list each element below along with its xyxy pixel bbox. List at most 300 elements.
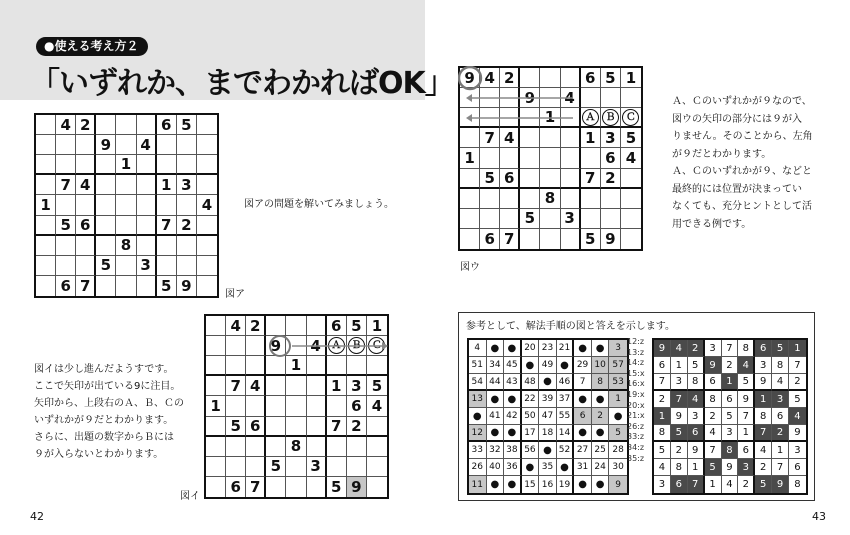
grid-a-cell-r2c2 <box>76 155 96 175</box>
grid-a-value-r3c1: 7 <box>60 175 71 194</box>
grid-i-cell-r5c4 <box>286 417 306 437</box>
answer-value-r1c8: 7 <box>794 359 801 371</box>
grid-a-value-r2c4: 1 <box>120 155 132 174</box>
answer-cell-r6c8 <box>789 442 806 459</box>
answer-value-r5c8: 9 <box>794 427 801 438</box>
steps-cell-r8c2 <box>504 476 522 493</box>
grid-a-cell-r6c1 <box>56 236 76 256</box>
steps-value-r4c3: 50 <box>524 411 536 421</box>
grid-u-cell-r4c6 <box>581 148 601 168</box>
grid-u-cell-r6c3 <box>520 189 540 209</box>
grid-u-value-r2c4: 1 <box>544 108 556 127</box>
grid-i-value-r7c3: 5 <box>270 457 282 476</box>
grid-u-cell-r1c1 <box>480 88 500 108</box>
answer-cell-r4c6 <box>755 408 772 425</box>
steps-cell-r1c7 <box>592 357 610 374</box>
answer-cell-r6c4 <box>722 442 739 459</box>
grid-a-value-r3c2: 4 <box>80 175 91 194</box>
grid-i-cell-r5c2 <box>246 417 266 437</box>
answer-cell-r5c6 <box>755 425 772 442</box>
grid-a-value-r0c7: 5 <box>181 115 192 134</box>
answer-cell-r5c3 <box>705 425 722 442</box>
grid-i-cell-r2c3 <box>266 356 286 376</box>
steps-value-r8c4: 16 <box>541 479 554 490</box>
intro-text: 図アの問題を解いてみましょう。 <box>244 199 394 210</box>
grid-u-cell-r2c6 <box>581 108 601 128</box>
page-number-right: 43 <box>812 510 826 523</box>
answer-cell-r0c5 <box>738 340 755 357</box>
grid-a-cell-r4c2 <box>76 195 96 215</box>
grid-i-cell-r5c5 <box>307 417 327 437</box>
answer-cell-r1c6 <box>755 357 772 374</box>
grid-a-cell-r7c6 <box>157 256 177 276</box>
grid-a-cell-r4c6 <box>157 195 177 215</box>
grid-a-cell-r8c1 <box>56 276 76 296</box>
answer-cell-r1c5 <box>738 357 755 374</box>
steps-value-r0c1: ● <box>490 342 500 354</box>
steps-cell-r0c0 <box>469 340 487 357</box>
steps-cell-r4c3 <box>522 408 540 425</box>
grid-a-value-r5c1: 5 <box>60 215 71 234</box>
answer-cell-r4c2 <box>688 408 705 425</box>
grid-u-cell-r5c8 <box>621 169 641 189</box>
steps-side-notes <box>627 337 645 464</box>
answer-value-r5c4: 3 <box>726 427 733 438</box>
grid-a-value-r7c5: 3 <box>140 256 151 275</box>
steps-cell-r3c3 <box>522 391 540 408</box>
grid-a-value-r4c0: 1 <box>40 195 51 214</box>
answer-value-r1c2: 5 <box>692 359 699 371</box>
answer-cell-r2c0 <box>654 374 671 391</box>
answer-cell-r3c0 <box>654 391 671 408</box>
steps-value-r3c6: ● <box>578 393 587 405</box>
steps-value-r0c0: 4 <box>474 343 481 353</box>
grid-u-cell-r7c5 <box>561 209 581 229</box>
grid-u-value-r0c0: 9 <box>464 68 475 87</box>
grid-i-cell-r5c8 <box>367 417 387 437</box>
steps-value-r6c6: 27 <box>576 445 589 455</box>
text-line: Ａ、Ｃのいずれかが９なので、 <box>672 96 812 107</box>
grid-i-cell-r1c6 <box>327 336 347 356</box>
grid-i-cell-r4c7 <box>347 396 367 416</box>
answer-value-r2c3: 6 <box>709 376 716 387</box>
grid-a-cell-r7c0 <box>36 256 56 276</box>
answer-value-r3c7: 3 <box>776 393 784 405</box>
grid-i-cell-r0c4 <box>286 316 306 336</box>
answer-cell-r1c7 <box>772 357 789 374</box>
grid-a-value-r8c1: 6 <box>60 276 71 295</box>
grid-u-value-r2c7: Ｂ <box>602 109 619 126</box>
grid-u-cell-r5c0 <box>460 169 480 189</box>
answer-cell-r8c4 <box>722 476 739 493</box>
answer-value-r6c3: 7 <box>709 444 716 456</box>
grid-a-cell-r5c2 <box>76 216 96 236</box>
grid-a-cell-r5c1 <box>56 216 76 236</box>
grid-i-cell-r7c2 <box>246 457 266 477</box>
grid-i-cell-r7c6 <box>327 457 347 477</box>
steps-cell-r0c4 <box>539 340 557 357</box>
grid-u-cell-r1c4 <box>540 88 560 108</box>
side-note: 12:z <box>627 337 645 346</box>
answer-cell-r8c8 <box>789 476 806 493</box>
grid-u-cell-r5c5 <box>561 169 581 189</box>
grid-i-cell-r2c6 <box>327 356 347 376</box>
grid-a-cell-r6c5 <box>137 236 157 256</box>
grid-u-cell-r8c7 <box>601 229 621 249</box>
grid-u-cell-r0c3 <box>520 68 540 88</box>
steps-value-r2c3: 48 <box>524 376 536 387</box>
grid-i-cell-r0c7 <box>347 316 367 336</box>
grid-i-cell-r8c1 <box>226 477 246 497</box>
grid-i-cell-r3c4 <box>286 376 306 396</box>
answer-cell-r2c2 <box>688 374 705 391</box>
grid-u-cell-r3c3 <box>520 128 540 148</box>
grid-i-value-r2c4: 1 <box>290 356 302 375</box>
grid-i-value-r5c2: 6 <box>250 416 261 435</box>
answer-cell-r1c2 <box>688 357 705 374</box>
answer-value-r0c2: 2 <box>692 342 699 354</box>
steps-cell-r3c4 <box>539 391 557 408</box>
answer-value-r3c5: 9 <box>742 393 749 405</box>
grid-u-value-r3c8: 5 <box>625 128 637 147</box>
grid-u-cell-r1c2 <box>500 88 520 108</box>
grid-a-cell-r0c1 <box>56 115 76 135</box>
grid-i-cell-r0c2 <box>246 316 266 336</box>
grid-a-value-r0c1: 4 <box>60 115 71 134</box>
answer-value-r0c5: 8 <box>742 342 749 354</box>
grid-a-cell-r2c5 <box>137 155 157 175</box>
grid-u-value-r1c5: 4 <box>564 88 575 107</box>
text-line: Ａ、Ｃのいずれかが９、などと <box>672 166 812 177</box>
grid-i-value-r3c6: 1 <box>330 376 342 395</box>
answer-value-r7c4: 9 <box>726 461 733 473</box>
grid-i-cell-r3c3 <box>266 376 286 396</box>
grid-a-value-r5c7: 2 <box>181 215 192 234</box>
steps-value-r0c6: ● <box>578 342 587 354</box>
side-note: 14:z <box>627 358 645 368</box>
answer-cell-r0c3 <box>705 340 722 357</box>
grid-a-cell-r4c3 <box>96 195 116 215</box>
grid-i-cell-r4c0 <box>206 396 226 416</box>
steps-value-r5c7: ● <box>595 427 605 438</box>
page-number-left: 42 <box>30 510 44 523</box>
grid-i-cell-r3c1 <box>226 376 246 396</box>
steps-cell-r2c3 <box>522 374 540 391</box>
steps-value-r0c2: ● <box>507 342 517 354</box>
sudoku-grid-i <box>204 314 389 499</box>
answer-cell-r2c7 <box>772 374 789 391</box>
grid-i-cell-r3c5 <box>307 376 327 396</box>
grid-a-value-r3c6: 1 <box>160 175 172 194</box>
answer-value-r3c4: 6 <box>726 393 733 405</box>
grid-u-cell-r4c0 <box>460 148 480 168</box>
steps-cell-r7c5 <box>557 459 575 476</box>
steps-value-r7c7: 24 <box>594 462 606 472</box>
answer-value-r8c7: 9 <box>776 479 784 490</box>
grid-u-value-r7c5: 3 <box>564 209 575 228</box>
grid-a-cell-r5c6 <box>157 216 177 236</box>
grid-i-cell-r6c4 <box>286 437 306 457</box>
answer-value-r4c6: 8 <box>760 410 767 422</box>
answer-cell-r2c6 <box>755 374 772 391</box>
steps-value-r0c4: 23 <box>541 343 554 353</box>
grid-u-value-r0c6: 6 <box>584 68 596 87</box>
answer-value-r1c4: 2 <box>726 359 733 371</box>
answer-cell-r8c6 <box>755 476 772 493</box>
steps-value-r2c8: 53 <box>612 376 624 387</box>
answer-cell-r5c1 <box>671 425 688 442</box>
steps-cell-r3c2 <box>504 391 522 408</box>
side-note: 34:z <box>627 442 645 452</box>
steps-value-r6c4: ● <box>543 444 552 456</box>
steps-cell-r1c0 <box>469 357 487 374</box>
grid-i-cell-r1c0 <box>206 336 226 356</box>
steps-value-r2c7: 8 <box>597 376 603 387</box>
grid-u-cell-r6c0 <box>460 189 480 209</box>
grid-i-cell-r0c6 <box>327 316 347 336</box>
steps-value-r8c1: ● <box>490 479 500 490</box>
grid-i-cell-r0c1 <box>226 316 246 336</box>
grid-u-cell-r5c4 <box>540 169 560 189</box>
answer-value-r5c3: 4 <box>709 427 716 438</box>
answer-value-r7c2: 1 <box>692 461 699 473</box>
grid-u-cell-r4c7 <box>601 148 621 168</box>
answer-cell-r1c8 <box>789 357 806 374</box>
steps-value-r2c0: 54 <box>471 376 483 387</box>
steps-value-r1c0: 51 <box>471 360 483 370</box>
steps-value-r0c5: 21 <box>558 343 571 353</box>
steps-value-r5c8: 5 <box>615 427 622 438</box>
steps-value-r4c7: 2 <box>597 411 603 421</box>
steps-cell-r0c8 <box>609 340 627 357</box>
grid-a-cell-r4c1 <box>56 195 76 215</box>
grid-a-cell-r1c2 <box>76 135 96 155</box>
grid-u-cell-r4c2 <box>500 148 520 168</box>
grid-i-value-r4c8: 4 <box>371 396 383 415</box>
grid-a-cell-r1c6 <box>157 135 177 155</box>
steps-value-r3c8: 1 <box>615 394 622 404</box>
steps-value-r6c2: 38 <box>506 445 518 455</box>
steps-cell-r0c2 <box>504 340 522 357</box>
grid-u-value-r8c1: 6 <box>484 229 495 248</box>
steps-cell-r1c3 <box>522 357 540 374</box>
steps-cell-r5c6 <box>574 425 592 442</box>
grid-u-cell-r4c5 <box>561 148 581 168</box>
grid-a-value-r6c4: 8 <box>120 236 132 255</box>
grid-u-cell-r0c6 <box>581 68 601 88</box>
steps-value-r7c4: 35 <box>541 462 554 472</box>
steps-cell-r7c6 <box>574 459 592 476</box>
grid-u-cell-r6c7 <box>601 189 621 209</box>
answer-cell-r5c0 <box>654 425 671 442</box>
steps-value-r6c7: 25 <box>594 445 606 455</box>
grid-a-cell-r6c3 <box>96 236 116 256</box>
steps-cell-r1c4 <box>539 357 557 374</box>
side-note: 20:x <box>627 400 645 410</box>
grid-u-cell-r8c8 <box>621 229 641 249</box>
steps-cell-r2c1 <box>487 374 505 391</box>
steps-value-r3c0: 13 <box>471 394 483 404</box>
grid-a-cell-r4c0 <box>36 195 56 215</box>
grid-i-cell-r8c0 <box>206 477 226 497</box>
grid-u-value-r3c2: 4 <box>504 128 515 147</box>
grid-i-cell-r2c4 <box>286 356 306 376</box>
answer-value-r1c3: 9 <box>709 359 716 371</box>
steps-cell-r6c1 <box>487 442 505 459</box>
grid-u-value-r5c6: 7 <box>584 168 596 187</box>
answer-value-r7c8: 6 <box>794 461 801 473</box>
grid-u-cell-r5c3 <box>520 169 540 189</box>
steps-cell-r8c0 <box>469 476 487 493</box>
steps-cell-r2c4 <box>539 374 557 391</box>
steps-cell-r4c1 <box>487 408 505 425</box>
answer-cell-r7c2 <box>688 459 705 476</box>
answer-cell-r4c1 <box>671 408 688 425</box>
text-line: 図イは少し進んだようすです。 <box>34 364 174 375</box>
answer-cell-r5c8 <box>789 425 806 442</box>
grid-i-cell-r3c2 <box>246 376 266 396</box>
steps-value-r5c2: ● <box>507 427 517 438</box>
answer-cell-r4c5 <box>738 408 755 425</box>
steps-cell-r8c5 <box>557 476 575 493</box>
grid-u-cell-r4c3 <box>520 148 540 168</box>
grid-i-cell-r7c7 <box>347 457 367 477</box>
answer-cell-r3c1 <box>671 391 688 408</box>
steps-value-r0c8: 3 <box>615 343 622 353</box>
steps-value-r7c6: 31 <box>576 462 589 472</box>
grid-i-cell-r7c4 <box>286 457 306 477</box>
grid-u-cell-r6c2 <box>500 189 520 209</box>
grid-i-cell-r3c7 <box>347 376 367 396</box>
grid-i-cell-r6c5 <box>307 437 327 457</box>
grid-i-value-r1c7: Ｂ <box>348 337 365 354</box>
answer-value-r3c8: 5 <box>794 393 801 405</box>
steps-value-r5c0: 12 <box>471 427 483 438</box>
answer-cell-r6c1 <box>671 442 688 459</box>
answer-cell-r7c0 <box>654 459 671 476</box>
grid-u-value-r3c7: 3 <box>605 128 616 147</box>
steps-value-r4c5: 55 <box>558 411 571 421</box>
steps-value-r3c5: 37 <box>558 394 571 404</box>
answer-cell-r3c5 <box>738 391 755 408</box>
grid-i-cell-r8c8 <box>367 477 387 497</box>
grid-u-value-r5c2: 6 <box>504 168 515 187</box>
grid-i-cell-r1c3 <box>266 336 286 356</box>
answer-value-r1c5: 4 <box>742 359 749 371</box>
answer-value-r2c5: 5 <box>742 376 749 387</box>
steps-cell-r0c6 <box>574 340 592 357</box>
answer-value-r7c6: 2 <box>760 461 767 473</box>
grid-i-cell-r5c3 <box>266 417 286 437</box>
answer-cell-r1c0 <box>654 357 671 374</box>
grid-u-cell-r8c2 <box>500 229 520 249</box>
grid-u-value-r8c2: 7 <box>504 229 515 248</box>
solution-steps-grid <box>467 338 629 495</box>
steps-value-r3c2: ● <box>507 393 517 405</box>
grid-u-cell-r3c0 <box>460 128 480 148</box>
answer-cell-r2c8 <box>789 374 806 391</box>
answer-value-r0c7: 5 <box>776 342 784 354</box>
grid-i-cell-r6c8 <box>367 437 387 457</box>
grid-u-cell-r0c4 <box>540 68 560 88</box>
steps-cell-r8c8 <box>609 476 627 493</box>
steps-value-r1c1: 34 <box>489 360 501 370</box>
grid-i-cell-r7c0 <box>206 457 226 477</box>
grid-a-cell-r1c1 <box>56 135 76 155</box>
text-line: ここで矢印が出ている9に注目。 <box>34 381 181 392</box>
grid-i-value-r4c7: 6 <box>351 396 362 415</box>
steps-value-r8c8: 9 <box>615 479 622 490</box>
answer-cell-r5c7 <box>772 425 789 442</box>
grid-u-value-r2c8: Ｃ <box>622 109 639 126</box>
answer-cell-r8c7 <box>772 476 789 493</box>
answer-value-r5c2: 6 <box>692 427 699 438</box>
steps-cell-r8c7 <box>592 476 610 493</box>
steps-value-r6c3: 56 <box>524 445 536 455</box>
grid-a-value-r8c2: 7 <box>80 276 91 295</box>
grid-a-cell-r2c3 <box>96 155 116 175</box>
steps-cell-r2c8 <box>609 374 627 391</box>
answer-value-r3c2: 4 <box>692 393 699 405</box>
grid-u-cell-r8c0 <box>460 229 480 249</box>
grid-u-value-r4c7: 6 <box>605 148 616 167</box>
grid-u-cell-r2c2 <box>500 108 520 128</box>
grid-i-value-r7c5: 3 <box>310 457 321 476</box>
grid-a-cell-r5c3 <box>96 216 116 236</box>
answer-cell-r8c2 <box>688 476 705 493</box>
caption-a: 図ア <box>225 289 245 300</box>
grid-u-value-r6c4: 8 <box>544 189 556 208</box>
grid-u-cell-r8c5 <box>561 229 581 249</box>
page-title: 「いずれか、までわかればOK」 <box>30 66 454 101</box>
grid-i-value-r1c6: Ａ <box>328 337 345 354</box>
grid-i-value-r3c8: 5 <box>371 376 383 395</box>
steps-cell-r1c1 <box>487 357 505 374</box>
grid-a-cell-r1c0 <box>36 135 56 155</box>
answer-cell-r2c1 <box>671 374 688 391</box>
grid-a-cell-r1c7 <box>177 135 197 155</box>
answer-value-r4c7: 6 <box>776 410 784 422</box>
answer-cell-r4c0 <box>654 408 671 425</box>
answer-cell-r5c5 <box>738 425 755 442</box>
steps-value-r8c3: 15 <box>524 479 536 490</box>
grid-i-cell-r8c4 <box>286 477 306 497</box>
answer-value-r2c7: 4 <box>776 376 784 387</box>
answer-value-r2c2: 8 <box>692 376 699 387</box>
grid-u-value-r4c8: 4 <box>625 148 637 167</box>
steps-cell-r4c2 <box>504 408 522 425</box>
answer-value-r4c3: 2 <box>709 410 716 422</box>
grid-u-cell-r7c1 <box>480 209 500 229</box>
grid-i-cell-r2c7 <box>347 356 367 376</box>
explanation-u <box>672 93 813 233</box>
grid-u-cell-r4c1 <box>480 148 500 168</box>
answer-cell-r3c8 <box>789 391 806 408</box>
steps-value-r4c6: 6 <box>579 411 586 421</box>
grid-a-cell-r0c7 <box>177 115 197 135</box>
steps-value-r4c2: 42 <box>506 411 518 421</box>
grid-i-cell-r2c8 <box>367 356 387 376</box>
steps-cell-r5c3 <box>522 425 540 442</box>
answer-value-r8c1: 6 <box>675 479 682 490</box>
grid-i-cell-r1c5 <box>307 336 327 356</box>
answer-value-r5c7: 2 <box>776 427 784 438</box>
steps-value-r7c1: 40 <box>489 462 501 472</box>
side-note: 26:z <box>627 421 645 431</box>
steps-cell-r1c8 <box>609 357 627 374</box>
steps-value-r5c6: ● <box>578 427 587 438</box>
grid-i-value-r0c7: 5 <box>351 316 362 335</box>
